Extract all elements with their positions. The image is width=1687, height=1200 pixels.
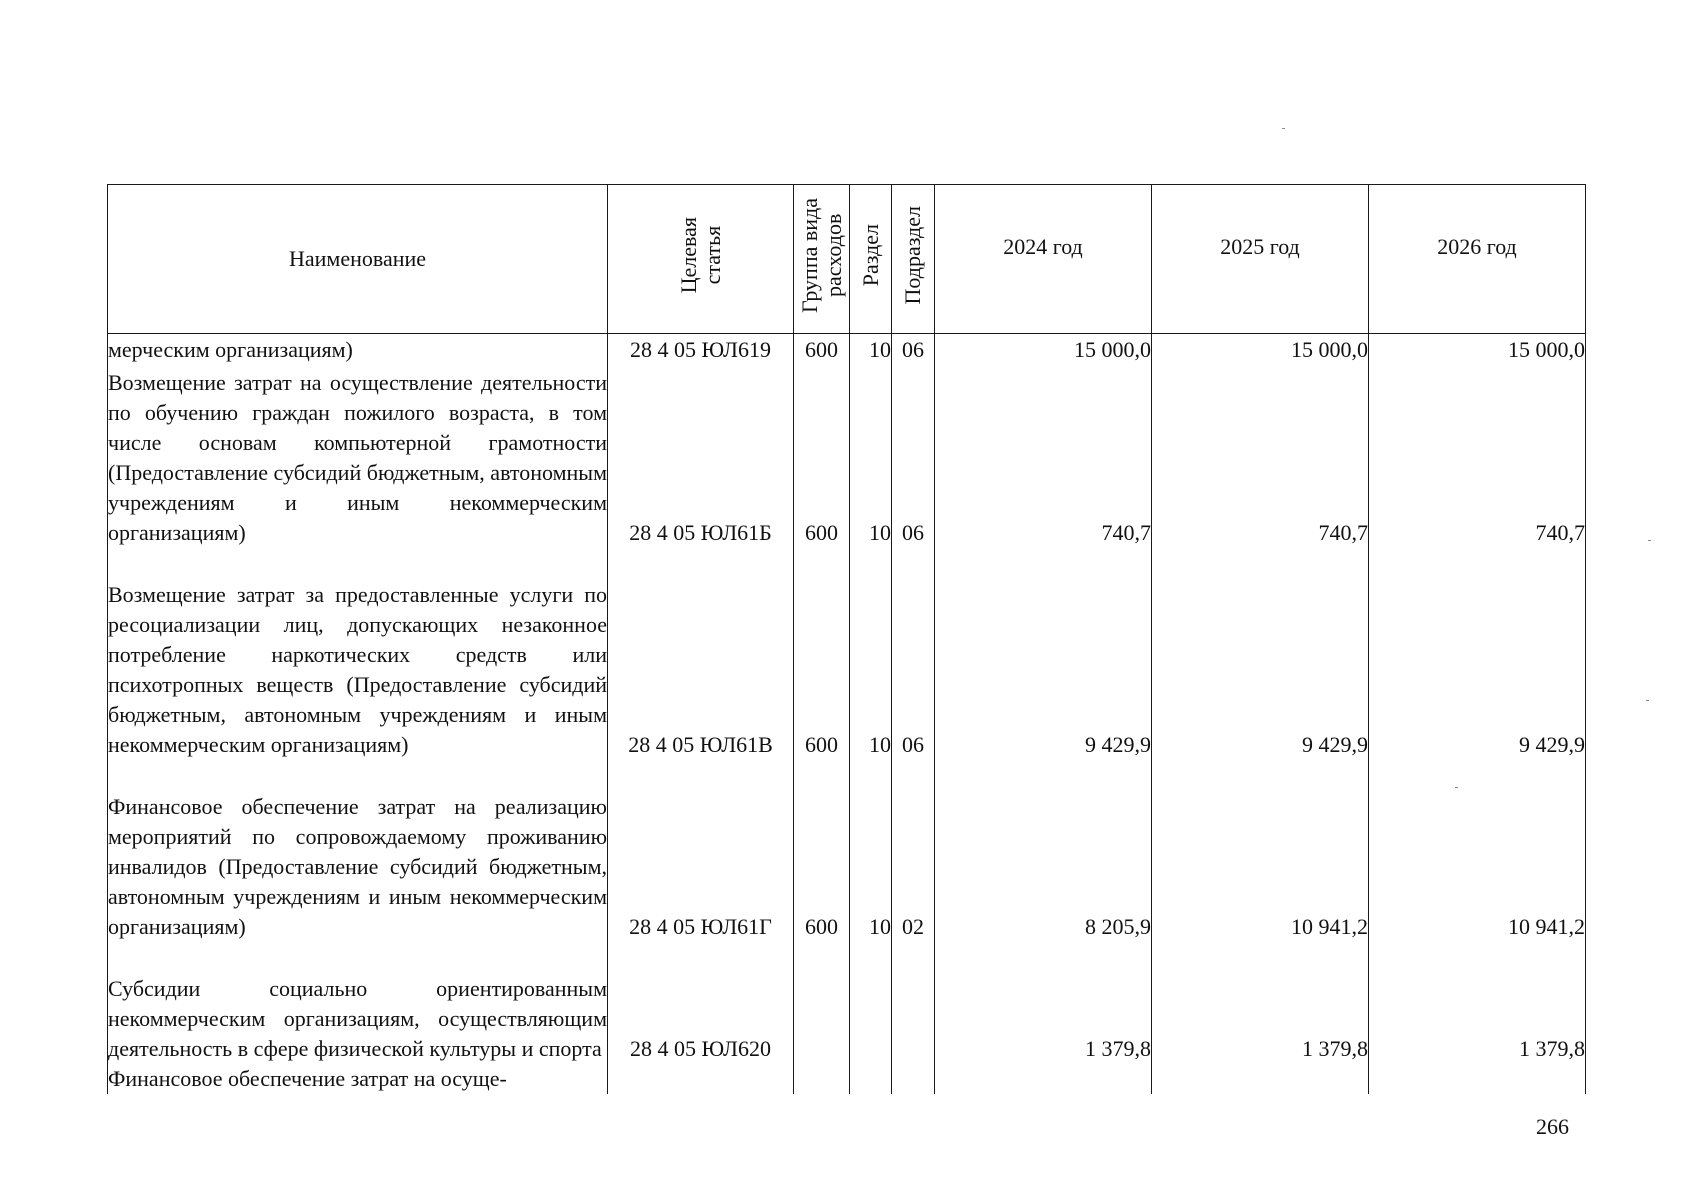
header-2025	[1152, 185, 1369, 334]
row-group	[794, 1064, 850, 1094]
header-subsection	[892, 185, 935, 334]
table-body	[108, 334, 1586, 1094]
row-name: мерческим организациям)	[108, 334, 608, 365]
row-2026	[1369, 1064, 1586, 1094]
row-2026: 1 379,8	[1369, 942, 1586, 1064]
header-target	[608, 185, 794, 334]
header-2024-label: 2024 год	[1003, 234, 1083, 259]
table-row	[108, 1064, 1586, 1094]
row-group: 600	[794, 548, 850, 760]
header-target-label: Целевая статья	[675, 216, 725, 294]
row-group: 600	[794, 334, 850, 365]
table-row	[108, 365, 1586, 548]
row-2026: 15 000,0	[1369, 334, 1586, 365]
row-target: 28 4 05 ЮЛ61В	[608, 548, 794, 760]
row-section	[850, 942, 892, 1064]
row-section: 10	[850, 548, 892, 760]
row-section: 10	[850, 760, 892, 942]
row-2024: 9 429,9	[935, 548, 1152, 760]
row-target	[608, 1064, 794, 1094]
row-2026: 740,7	[1369, 365, 1586, 548]
row-2024: 15 000,0	[935, 334, 1152, 365]
header-group	[794, 185, 850, 334]
scan-speck	[1646, 700, 1649, 701]
budget-table	[107, 184, 1586, 1094]
row-subsection: 06	[892, 548, 935, 760]
table-header	[108, 185, 1586, 334]
scan-speck	[1282, 128, 1285, 129]
header-name: Наименование	[108, 185, 608, 334]
header-2024	[935, 185, 1152, 334]
row-2024	[935, 1064, 1152, 1094]
row-name: Субсидии социально ориентированным некоммерческим организациям, осуществляющим деятельность в сфере физической культуры и спорта	[108, 942, 608, 1064]
header-2026-label: 2026 год	[1437, 234, 1517, 259]
scan-speck	[1648, 540, 1651, 541]
row-section: 10	[850, 365, 892, 548]
scan-speck	[1455, 787, 1458, 788]
row-target: 28 4 05 ЮЛ620	[608, 942, 794, 1064]
row-target: 28 4 05 ЮЛ61Б	[608, 365, 794, 548]
header-subsection-label: Подраздел	[900, 205, 925, 305]
row-name: Возмещение затрат за предоставленные услуги по ресоциализации лиц, допускающих незаконное потребление наркотических средств или психотропных веществ (Предоставление субсидий бюджетным, автономным учреждениям и иным некоммерческим организациям)	[108, 548, 608, 760]
row-target: 28 4 05 ЮЛ619	[608, 334, 794, 365]
row-2025: 9 429,9	[1152, 548, 1369, 760]
row-group: 600	[794, 760, 850, 942]
row-2024: 1 379,8	[935, 942, 1152, 1064]
header-2025-label: 2025 год	[1220, 234, 1300, 259]
row-subsection	[892, 1064, 935, 1094]
table-row	[108, 548, 1586, 760]
header-group-label: Группа вида расходов	[796, 197, 846, 313]
row-name: Финансовое обеспечение затрат на осуще-	[108, 1064, 608, 1094]
row-2024: 740,7	[935, 365, 1152, 548]
table-row	[108, 942, 1586, 1064]
row-subsection: 06	[892, 334, 935, 365]
header-section	[850, 185, 892, 334]
row-section: 10	[850, 334, 892, 365]
header-2026	[1369, 185, 1586, 334]
row-2025: 1 379,8	[1152, 942, 1369, 1064]
row-name: Финансовое обеспечение затрат на реализацию мероприятий по сопровождаемому проживанию инвалидов (Предоставление субсидий бюджетным, автономным учреждениям и иным некоммерческим организациям)	[108, 760, 608, 942]
row-group	[794, 942, 850, 1064]
row-name: Возмещение затрат на осуществление деятельности по обучению граждан пожилого возраста, в том числе основам компьютерной грамотности (Предоставление субсидий бюджетным, автономным учреждениям и иным некоммерческим организациям)	[108, 365, 608, 548]
page-number: 266	[1536, 1114, 1569, 1139]
row-2025: 10 941,2	[1152, 760, 1369, 942]
row-section	[850, 1064, 892, 1094]
row-2025: 15 000,0	[1152, 334, 1369, 365]
table-row	[108, 760, 1586, 942]
row-2025	[1152, 1064, 1369, 1094]
row-target: 28 4 05 ЮЛ61Г	[608, 760, 794, 942]
header-section-label: Раздел	[857, 223, 883, 287]
row-subsection: 02	[892, 760, 935, 942]
row-subsection	[892, 942, 935, 1064]
row-group: 600	[794, 365, 850, 548]
row-2026: 10 941,2	[1369, 760, 1586, 942]
row-subsection: 06	[892, 365, 935, 548]
table-row	[108, 334, 1586, 365]
row-2026: 9 429,9	[1369, 548, 1586, 760]
header-row	[108, 185, 1586, 334]
row-2024: 8 205,9	[935, 760, 1152, 942]
row-2025: 740,7	[1152, 365, 1369, 548]
